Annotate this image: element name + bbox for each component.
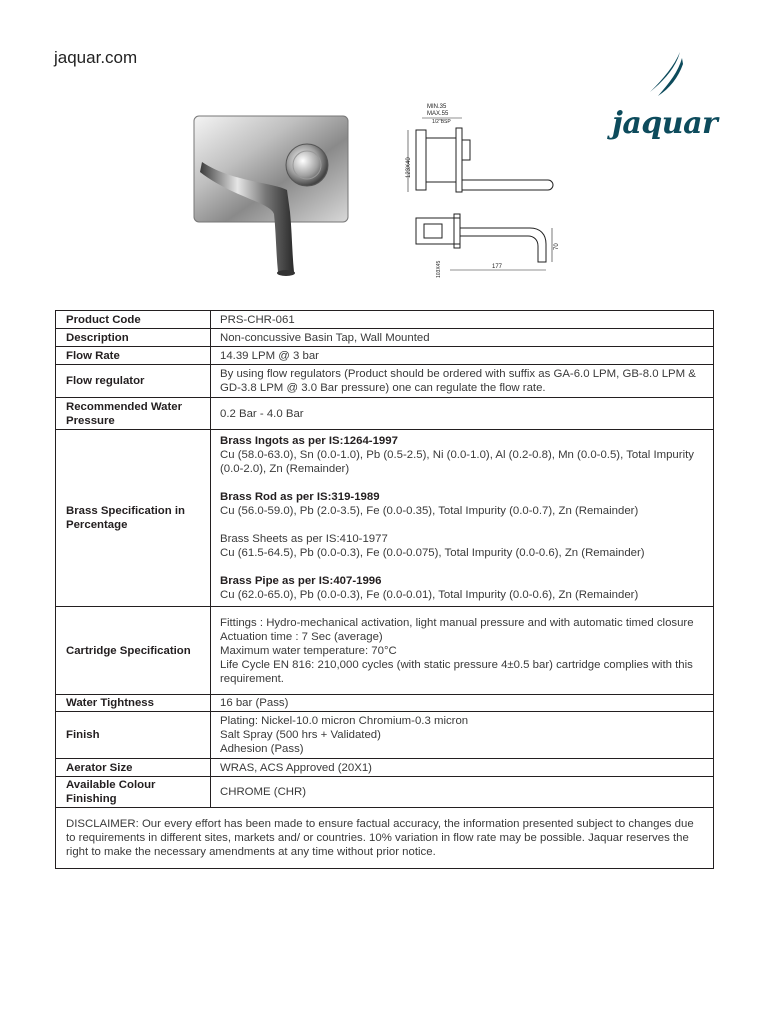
cartridge-life-cycle: Life Cycle EN 816: 210,000 cycles (with static pressure 4±0.5 bar) cartridge complies with this requirement. — [220, 658, 693, 685]
dim-max: MAX.55 — [427, 111, 449, 117]
cartridge-max-temp: Maximum water temperature: 70°C — [220, 644, 397, 657]
brass-rod-title: Brass Rod as per IS:319-1989 — [220, 491, 380, 503]
cartridge-spec-cell — [211, 607, 714, 695]
brass-ingots-title: Brass Ingots as per IS:1264-1997 — [220, 435, 398, 447]
brass-sheets-title: Brass Sheets as per IS:410-1977 — [220, 533, 388, 545]
dim-min: MIN.35 — [427, 104, 447, 110]
row-value: CHROME (CHR) — [211, 777, 714, 808]
table-row — [56, 329, 714, 347]
row-label: Available Colour Finishing — [56, 777, 211, 808]
table-row — [56, 347, 714, 365]
row-value: By using flow regulators (Product should be ordered with suffix as GA-6.0 LPM, GB-8.0 LPM & GD-3.8 LPM @ 3.0 Bar pressure) one can regulate the flow rate. — [211, 365, 714, 398]
site-url: jaquar.com — [54, 48, 138, 67]
row-label: Aerator Size — [56, 759, 211, 777]
row-value: 0.2 Bar - 4.0 Bar — [211, 398, 714, 430]
table-row — [56, 712, 714, 759]
table-row — [56, 430, 714, 607]
row-label: Recommended Water Pressure — [56, 398, 211, 430]
row-label: Cartridge Specification — [56, 607, 211, 695]
row-label: Finish — [56, 712, 211, 759]
row-label: Flow Rate — [56, 347, 211, 365]
logo-mark-icon — [610, 48, 720, 108]
spec-table — [55, 310, 714, 869]
table-row — [56, 695, 714, 712]
finish-salt-spray: Salt Spray (500 hrs + Validated) — [220, 729, 381, 741]
row-value: Non-concussive Basin Tap, Wall Mounted — [211, 329, 714, 347]
brass-pipe-title: Brass Pipe as per IS:407-1996 — [220, 575, 382, 587]
logo-text: jaquar — [612, 106, 718, 141]
row-label: Flow regulator — [56, 365, 211, 398]
brass-spec-cell — [211, 430, 714, 607]
row-label: Product Code — [56, 311, 211, 329]
dim-length: 177 — [492, 264, 503, 270]
row-value: PRS-CHR-061 — [211, 311, 714, 329]
table-row — [56, 759, 714, 777]
brass-pipe-value: Cu (62.0-65.0), Pb (0.0-0.3), Fe (0.0-0.01), Total Impurity (0.0-0.6), Zn (Remainder) — [220, 589, 639, 601]
row-value: WRAS, ACS Approved (20X1) — [211, 759, 714, 777]
finish-cell — [211, 712, 714, 759]
brass-sheets-value: Cu (61.5-64.5), Pb (0.0-0.3), Fe (0.0-0.075), Total Impurity (0.0-0.6), Zn (Remainder) — [220, 547, 645, 559]
jaquar-logo — [610, 48, 720, 148]
table-row — [56, 607, 714, 695]
product-photo — [192, 112, 352, 282]
cartridge-actuation: Actuation time : 7 Sec (average) — [220, 630, 383, 643]
technical-drawing — [402, 100, 572, 282]
finish-plating: Plating: Nickel-10.0 micron Chromium-0.3 micron — [220, 715, 469, 727]
brass-ingots-value: Cu (58.0-63.0), Sn (0.0-1.0), Pb (0.5-2.5), Ni (0.0-1.0), Al (0.2-0.8), Mn (0.0-0.5), Total Impurity (0.0-2.0), Zn (Remainder) — [220, 449, 694, 475]
dim-height: 70 — [554, 243, 560, 250]
table-row — [56, 398, 714, 430]
table-row — [56, 777, 714, 808]
dim-body: 103X45 — [436, 260, 442, 278]
disclaimer: DISCLAIMER: Our every effort has been made to ensure factual accuracy, the information presented subject to changes due to requirements in different sites, markets and/ or countries. 10% variation in flow rate may be possible. Jaquar reserves the right to make the necessary amendments at any time without prior notice. — [56, 808, 714, 869]
finish-adhesion: Adhesion (Pass) — [220, 743, 304, 755]
row-value: 16 bar (Pass) — [211, 695, 714, 712]
table-row — [56, 808, 714, 869]
cartridge-fittings: Fittings : Hydro-mechanical activation, light manual pressure and with automatic timed closure — [220, 616, 694, 629]
table-row — [56, 311, 714, 329]
dim-plate: 123X40 — [406, 157, 412, 178]
brass-rod-value: Cu (56.0-59.0), Pb (2.0-3.5), Fe (0.0-0.35), Total Impurity (0.0-0.7), Zn (Remainder) — [220, 505, 639, 517]
row-value: 14.39 LPM @ 3 bar — [211, 347, 714, 365]
table-row — [56, 365, 714, 398]
row-label: Brass Specification in Percentage — [56, 430, 211, 607]
row-label: Description — [56, 329, 211, 347]
dim-thread: 1/2"BSP — [432, 119, 451, 125]
row-label: Water Tightness — [56, 695, 211, 712]
